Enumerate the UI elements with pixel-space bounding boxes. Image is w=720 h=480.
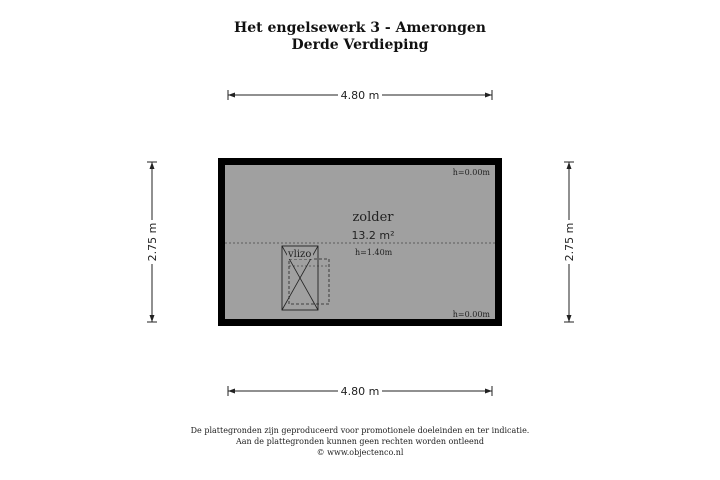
- top-dimension: [228, 88, 492, 102]
- room-area: 13.2 m²: [351, 229, 395, 242]
- plan-subtitle: Derde Verdieping: [291, 37, 429, 53]
- room-name: zolder: [352, 210, 394, 225]
- height-label-top: h=0.00m: [452, 168, 490, 177]
- bottom-dimension: [228, 384, 492, 398]
- top-dimension-label: 4.80 m: [340, 89, 380, 102]
- height-label-bottom: h=0.00m: [452, 310, 490, 319]
- plan-title: Het engelsewerk 3 - Amerongen: [234, 20, 486, 36]
- right-dimension: [562, 162, 576, 322]
- footer-rights: Aan de plattegronden kunnen geen rechten worden ontleend: [235, 437, 485, 446]
- left-dimension: [145, 162, 159, 322]
- bottom-dimension-label: 4.80 m: [340, 385, 380, 398]
- right-dimension-label: 2.75 m: [563, 222, 576, 262]
- footer-disclaimer: De plattegronden zijn geproduceerd voor promotionele doeleinden en ter indicatie.: [190, 426, 530, 435]
- footer-copyright: © www.objectenco.nl: [316, 448, 404, 457]
- room-zolder: [222, 162, 499, 323]
- hatch-label: vlizo: [288, 249, 312, 260]
- room-walls: [222, 162, 499, 323]
- height-label-mid: h=1.40m: [355, 248, 393, 257]
- left-dimension-label: 2.75 m: [146, 222, 159, 262]
